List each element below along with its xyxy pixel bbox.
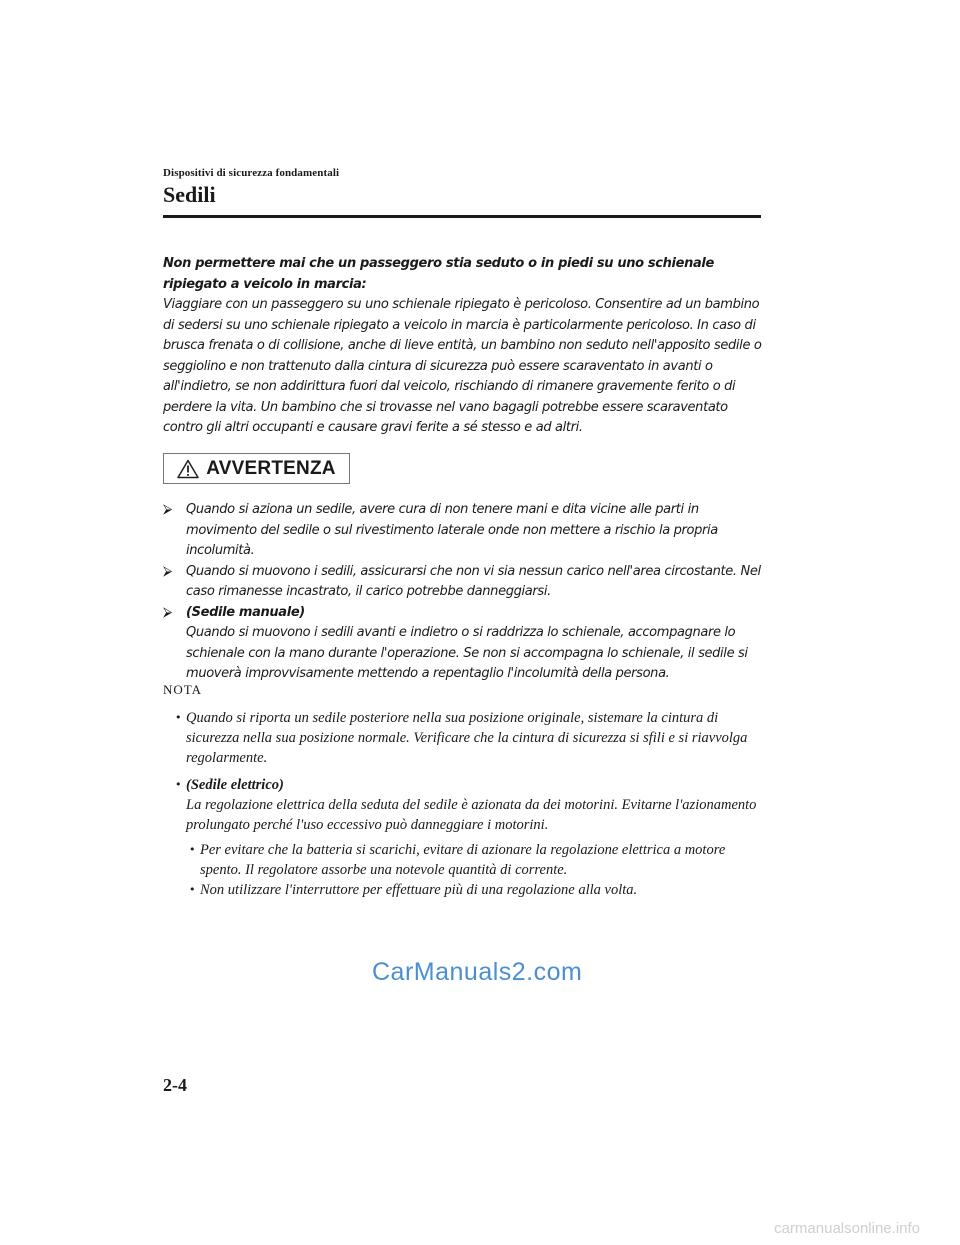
warning-block [163, 254, 763, 439]
section-label: Dispositivi di sicurezza fondamentali [163, 167, 340, 179]
caution-text: Quando si aziona un sedile, avere cura di non tenere mani e dita vicine alle parti in movimento del sedile o sul rivestimento laterale onde non mettere a rischio la propria incolumità. [186, 502, 718, 558]
caution-text: Quando si muovono i sedili, assicurarsi che non vi sia nessun carico nell'area circostante. Nel caso rimanesse incastrato, il carico potrebbe danneggiarsi. [186, 563, 761, 599]
chapter-title: Sedili [163, 182, 216, 207]
dot-bullet-icon: • [189, 843, 196, 856]
note-item [175, 775, 758, 835]
caution-list [163, 500, 763, 685]
warning-heading: Non permettere mai che un passeggero stia seduto o in piedi su uno schienale ripiegato a veicolo in marcia: [163, 256, 715, 292]
arrow-bullet-icon: ⮚ [163, 563, 172, 579]
footer-watermark[interactable]: carmanualsonline.info [774, 1220, 920, 1237]
note-text: La regolazione elettrica della seduta del sedile è azionata da dei motorini. Evitarne l'azionamento prolungato perché l'uso eccessivo può danneggiare i motorini. [186, 797, 757, 833]
note-subitem [189, 880, 745, 900]
dot-bullet-icon: • [189, 883, 196, 896]
note-text: Quando si riporta un sedile posteriore nella sua posizione originale, sistemare la cintura di sicurezza nella sua posizione normale. Verificare che la cintura di sicurezza si sfili e si riavvolga regolarmente. [186, 710, 748, 766]
title-divider [163, 215, 761, 218]
warning-triangle-icon [177, 459, 199, 479]
avvertenza-label: AVVERTENZA [206, 457, 336, 479]
caution-item [163, 562, 763, 603]
caution-item [163, 500, 763, 562]
caution-heading: (Sedile manuale) [186, 604, 305, 620]
warning-body: Viaggiare con un passeggero su uno schienale ripiegato è pericoloso. Consentire ad un bambino di sedersi su uno schienale ripiegato a veicolo in marcia è particolarmente pericoloso. In caso di brusca frenata o di collisione, anche di lieve entità, un bambino non seduto nell'apposito sedile o seggiolino e non trattenuto dalla cintura di sicurezza può essere scaraventato in avanti o all'indietro, se non addirittura fuori dal veicolo, rischiando di rimanere gravemente ferito o di perdere la vita. Un bambino che si trovasse nel vano bagagli potrebbe essere scaraventato contro gli altri occupanti e causare gravi ferite a sé stesso e ad altri. [163, 297, 762, 435]
dot-bullet-icon: • [175, 711, 182, 724]
arrow-bullet-icon: ⮚ [163, 502, 172, 517]
caution-text: Quando si muovono i sedili avanti e indietro o si raddrizza lo schienale, accompagnare lo schienale con la mano durante l'operazione. Se non si accompagna lo schienale, il sedile si muoverà improvvisamente mettendo a repentaglio l'incolumità della persona. [186, 625, 748, 681]
avvertenza-badge [163, 453, 350, 484]
note-label: NOTA [163, 682, 203, 697]
dot-bullet-icon: • [175, 778, 182, 791]
note-subtext: Per evitare che la batteria si scarichi, evitare di azionare la regolazione elettrica a motore spento. Il regolatore assorbe una notevole quantità di corrente. [200, 842, 726, 878]
note-subitem [189, 840, 745, 880]
arrow-bullet-icon: ⮚ [163, 604, 172, 620]
note-item [175, 708, 758, 768]
note-subtext: Non utilizzare l'interruttore per effettuare più di una regolazione alla volta. [200, 882, 638, 898]
caution-item [163, 603, 763, 685]
page-number: 2-4 [163, 1075, 187, 1095]
watermark-logo[interactable]: CarManuals2.com [372, 958, 583, 986]
note-heading: (Sedile elettrico) [186, 777, 284, 793]
